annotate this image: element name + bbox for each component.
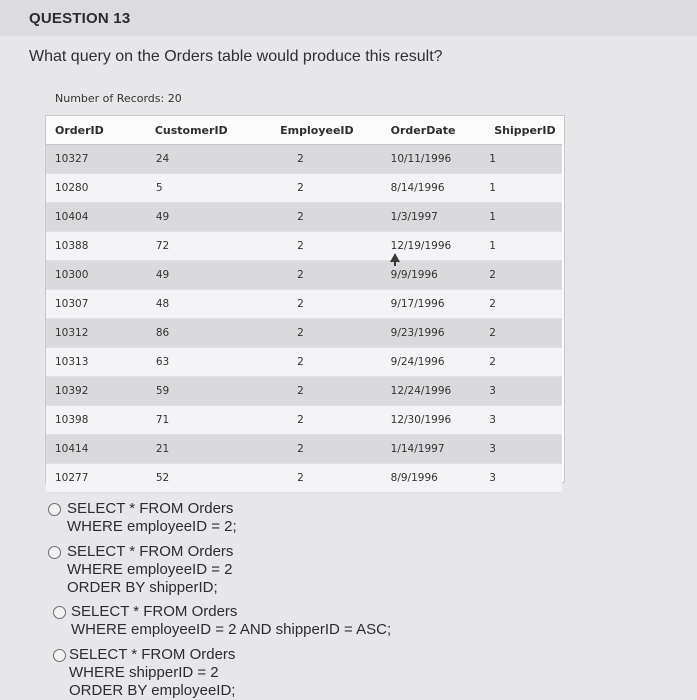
table-cell: 2 xyxy=(485,261,562,290)
table-cell: 72 xyxy=(130,232,255,261)
table-cell: 71 xyxy=(130,406,255,435)
table-cell: 8/9/1996 xyxy=(381,464,486,493)
table-cell: 10300 xyxy=(46,261,130,290)
table-cell: 8/14/1996 xyxy=(381,174,486,203)
mouse-cursor-tail xyxy=(394,261,396,266)
answer-option-4[interactable] xyxy=(69,646,235,700)
table-cell: 10312 xyxy=(46,319,130,348)
table-cell: 2 xyxy=(255,348,381,377)
answer-option-line: SELECT * FROM Orders xyxy=(71,603,238,620)
table-cell: 52 xyxy=(130,464,255,493)
table-row xyxy=(46,174,562,203)
table-cell: 2 xyxy=(255,203,381,232)
table-cell: 1/3/1997 xyxy=(381,203,486,232)
table-row xyxy=(46,145,562,174)
table-row xyxy=(46,464,562,493)
answer-option-line: WHERE employeeID = 2; xyxy=(67,518,237,535)
answer-option-line: SELECT * FROM Orders xyxy=(67,500,234,517)
table-cell: 10307 xyxy=(46,290,130,319)
table-cell: 10277 xyxy=(46,464,130,493)
table-cell: 3 xyxy=(485,377,562,406)
table-cell: 1 xyxy=(485,145,562,174)
table-cell: 10404 xyxy=(46,203,130,232)
table-cell: 2 xyxy=(485,319,562,348)
radio-option-3[interactable] xyxy=(53,606,66,619)
record-count: Number of Records: 20 xyxy=(55,92,182,105)
table-row xyxy=(46,232,562,261)
table-cell: 9/9/1996 xyxy=(381,261,486,290)
table-cell: 1 xyxy=(485,174,562,203)
question-number: QUESTION 13 xyxy=(29,10,131,27)
table-cell: 10388 xyxy=(46,232,130,261)
table-row xyxy=(46,261,562,290)
table-cell: 1/14/1997 xyxy=(381,435,486,464)
radio-option-1[interactable] xyxy=(48,503,61,516)
table-row xyxy=(46,348,562,377)
table-cell: 86 xyxy=(130,319,255,348)
table-cell: 24 xyxy=(130,145,255,174)
answer-option-line: WHERE shipperID = 2 xyxy=(69,664,219,681)
table-cell: 9/24/1996 xyxy=(381,348,486,377)
answer-option-3[interactable] xyxy=(69,603,391,639)
question-prompt: What query on the Orders table would produce this result? xyxy=(29,48,443,65)
table-cell: 12/24/1996 xyxy=(381,377,486,406)
table-cell: 59 xyxy=(130,377,255,406)
answer-option-line: WHERE employeeID = 2 AND shipperID = ASC; xyxy=(71,621,392,638)
table-row xyxy=(46,319,562,348)
table-cell: 10280 xyxy=(46,174,130,203)
table-cell: 9/23/1996 xyxy=(381,319,486,348)
table-cell: 5 xyxy=(130,174,255,203)
table-cell: 10398 xyxy=(46,406,130,435)
table-row xyxy=(46,203,562,232)
table-cell: 10327 xyxy=(46,145,130,174)
result-table xyxy=(45,115,565,483)
table-cell: 1 xyxy=(485,203,562,232)
table-cell: 2 xyxy=(485,290,562,319)
table-cell: 63 xyxy=(130,348,255,377)
answer-option-2[interactable] xyxy=(67,543,233,597)
answer-option-1[interactable] xyxy=(67,500,237,536)
table-cell: 2 xyxy=(255,261,381,290)
table-row xyxy=(46,435,562,464)
table-cell: 21 xyxy=(130,435,255,464)
table-cell: 2 xyxy=(255,435,381,464)
table-cell: 12/19/1996 xyxy=(381,232,486,261)
answer-option-line: ORDER BY shipperID; xyxy=(67,579,218,596)
table-cell: 2 xyxy=(255,319,381,348)
table-cell: 3 xyxy=(485,435,562,464)
table-cell: 9/17/1996 xyxy=(381,290,486,319)
answer-option-line: WHERE employeeID = 2 xyxy=(67,561,233,578)
table-row xyxy=(46,377,562,406)
column-header-orderdate: OrderDate xyxy=(381,116,486,145)
table-cell: 2 xyxy=(255,290,381,319)
table-cell: 1 xyxy=(485,232,562,261)
table-cell: 2 xyxy=(255,232,381,261)
table-cell: 10313 xyxy=(46,348,130,377)
table-cell: 49 xyxy=(130,203,255,232)
radio-option-4[interactable] xyxy=(53,649,66,662)
radio-option-2[interactable] xyxy=(48,546,61,559)
table-cell: 10414 xyxy=(46,435,130,464)
table-cell: 3 xyxy=(485,464,562,493)
column-header-shipperid: ShipperID xyxy=(485,116,562,145)
table-row xyxy=(46,406,562,435)
table-cell: 2 xyxy=(485,348,562,377)
table-cell: 10/11/1996 xyxy=(381,145,486,174)
table-cell: 48 xyxy=(130,290,255,319)
table-cell: 3 xyxy=(485,406,562,435)
answer-option-line: ORDER BY employeeID; xyxy=(69,682,236,699)
answer-option-line: SELECT * FROM Orders xyxy=(69,646,236,663)
table-cell: 2 xyxy=(255,377,381,406)
table-cell: 2 xyxy=(255,464,381,493)
column-header-employeeid: EmployeeID xyxy=(255,116,381,145)
table-header-row xyxy=(46,116,562,145)
table-cell: 10392 xyxy=(46,377,130,406)
table-cell: 2 xyxy=(255,174,381,203)
table-cell: 2 xyxy=(255,145,381,174)
table-cell: 49 xyxy=(130,261,255,290)
column-header-orderid: OrderID xyxy=(46,116,130,145)
column-header-customerid: CustomerID xyxy=(130,116,255,145)
table-row xyxy=(46,290,562,319)
table-cell: 2 xyxy=(255,406,381,435)
answer-option-line: SELECT * FROM Orders xyxy=(67,543,234,560)
table-cell: 12/30/1996 xyxy=(381,406,486,435)
